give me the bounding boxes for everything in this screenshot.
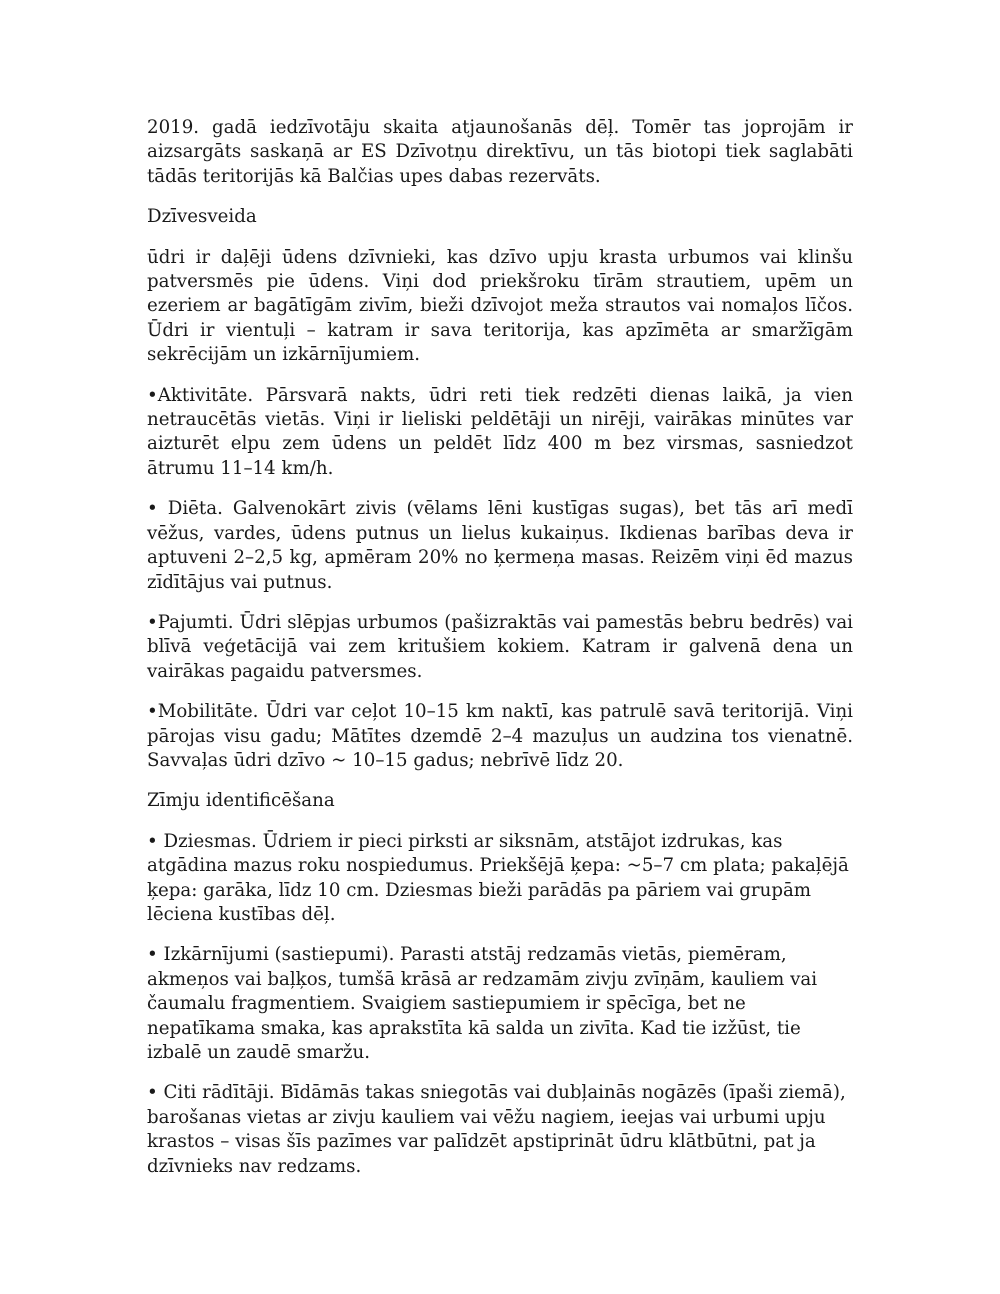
bullet-shelters: •Pajumti. Ūdri slēpjas urbumos (pašizraktās vai pamestās bebru bedrēs) vai blīvā veģetācijā vai zem kritušiem kokiem. Katram ir galvenā dena un vairākas pagaidu patversmes. — [147, 611, 853, 682]
bullet-activity: •Aktivitāte. Pārsvarā nakts, ūdri reti tiek redzēti dienas laikā, ja vien netraucētās vietās. Viņi ir lieliski peldētāji un nirēji, vairākas minūtes var aizturēt elpu zem ūdens un peldēt līdz 400 m bez virsmas, sasniedzot ātrumu 11–14 km/h. — [147, 384, 853, 479]
document-page — [147, 116, 853, 1195]
bullet-other-signs: • Citi rādītāji. Bīdāmās takas sniegotās vai dubļainās nogāzēs (īpaši ziemā), barošanas vietas ar zivju kauliem vai vēžu nagiem, ieejas vai urbumi upju krastos – visas šīs pazīmes var palīdzēt apstiprināt ūdru klātbūtni, pat ja dzīvnieks nav redzams. — [147, 1082, 846, 1177]
lifestyle-intro-paragraph: ūdri ir daļēji ūdens dzīvnieki, kas dzīvo upju krasta urbumos vai klinšu patversmēs pie ūdens. Viņi dod priekšroku tīrām strautiem, upēm un ezeriem ar bagātīgām zivīm, bieži dzīvojot meža strautos vai nomaļos līčos. Ūdri ir vientuļi – katram ir sava teritorija, kas apzīmēta ar smaržīgām sekrēcijām un izkārnījumiem. — [147, 246, 853, 366]
section-heading-lifestyle: Dzīvesveida — [147, 206, 257, 228]
bullet-tracks: • Dziesmas. Ūdriem ir pieci pirksti ar siksnām, atstājot izdrukas, kas atgādina mazus roku nospiedumus. Priekšējā ķepa: ~5–7 cm plata; pakaļējā ķepa: garāka, līdz 10 cm. Dziesmas bieži parādās pa pāriem vai grupām lēciena kustības dēļ. — [147, 830, 849, 925]
section-heading-signs: Zīmju identificēšana — [147, 790, 335, 812]
bullet-mobility: •Mobilitāte. Ūdri var ceļot 10–15 km naktī, kas patrulē savā teritorijā. Viņi pārojas visu gadu; Mātītes dzemdē 2–4 mazuļus un audzina tos vienatnē. Savvaļas ūdri dzīvo ~ 10–15 gadus; nebrīvē līdz 20. — [147, 701, 853, 771]
bullet-diet: • Diēta. Galvenokārt zivis (vēlams lēni kustīgas sugas), bet tās arī medī vēžus, vardes, ūdens putnus un lielus kukaiņus. Ikdienas barības deva ir aptuveni 2–2,5 kg, apmēram 20% no ķermeņa masas. Reizēm viņi ēd mazus zīdītājus vai putnus. — [147, 498, 853, 593]
bullet-droppings: • Izkārnījumi (sastiepumi). Parasti atstāj redzamās vietās, piemēram, akmeņos vai baļķos, tumšā krāsā ar redzamām zivju zvīņām, kauliem vai čaumalu fragmentiem. Svaigiem sastiepumiem ir spēcīga, bet ne nepatīkama smaka, kas aprakstīta kā salda un zivīta. Kad tie izžūst, tie izbalē un zaudē smaržu. — [147, 944, 818, 1063]
intro-paragraph: 2019. gadā iedzīvotāju skaita atjaunošanās dēļ. Tomēr tas joprojām ir aizsargāts saskaņā ar ES Dzīvotņu direktīvu, un tās biotopi tiek saglabāti tādās teritorijās kā Balčias upes dabas rezervāts. — [147, 117, 853, 187]
